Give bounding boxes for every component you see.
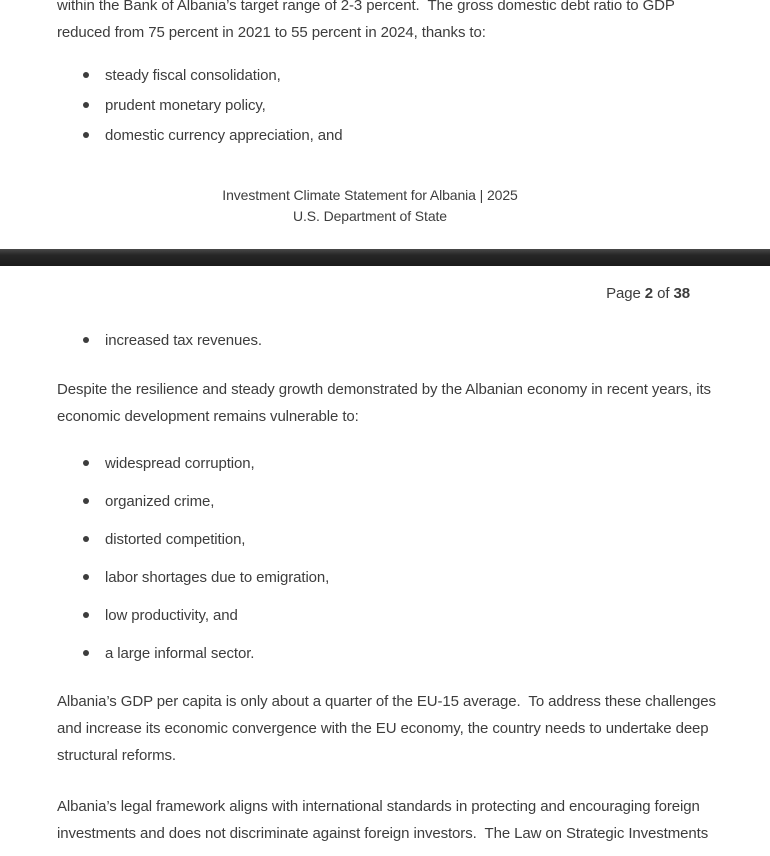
list-item-text: domestic currency appreciation, and bbox=[105, 127, 343, 144]
list-item bbox=[57, 450, 717, 477]
list-item-text: labor shortages due to emigration, bbox=[105, 569, 330, 586]
list-item bbox=[57, 122, 717, 149]
list-item-text: organized crime, bbox=[105, 493, 215, 510]
bullet-icon bbox=[83, 72, 89, 78]
paragraph-debt-ratio: within the Bank of Albania’s target range of 2-3 percent. The gross domestic debt ratio to GDP reduced from 75 percent in 2021 to 55 percent in 2024, thanks to: bbox=[57, 0, 679, 41]
list-item-text: steady fiscal consolidation, bbox=[105, 67, 281, 84]
list-item bbox=[57, 92, 717, 119]
bullet-icon bbox=[83, 498, 89, 504]
list-item bbox=[57, 602, 717, 629]
list-item-text: distorted competition, bbox=[105, 531, 246, 548]
bullet-icon bbox=[83, 337, 89, 343]
bullet-list-vulnerabilities bbox=[57, 450, 717, 678]
page-separator bbox=[0, 249, 770, 266]
list-item-text: low productivity, and bbox=[105, 607, 238, 624]
paragraph-gdp-per-capita: Albania’s GDP per capita is only about a quarter of the EU-15 average. To address these challenges and increase its economic convergence with the EU economy, the country needs to undertake deep structural reforms. bbox=[57, 693, 720, 764]
list-item bbox=[57, 488, 717, 515]
list-item-text: prudent monetary policy, bbox=[105, 97, 266, 114]
bullet-icon bbox=[83, 650, 89, 656]
bullet-icon bbox=[83, 574, 89, 580]
page-label-total: 38 bbox=[673, 285, 690, 302]
page-label-current: 2 bbox=[644, 285, 654, 302]
list-item bbox=[57, 62, 717, 89]
list-item-text: increased tax revenues. bbox=[105, 332, 262, 349]
page-number bbox=[57, 280, 690, 307]
list-item bbox=[57, 526, 717, 553]
bullet-icon bbox=[83, 102, 89, 108]
footer-document-title: Investment Climate Statement for Albania | 2025 bbox=[222, 187, 518, 203]
list-item-text: widespread corruption, bbox=[105, 455, 255, 472]
paragraph-vulnerabilities-intro: Despite the resilience and steady growth demonstrated by the Albanian economy in recent years, its economic development remains vulnerable to: bbox=[57, 381, 715, 425]
bullet-icon bbox=[83, 612, 89, 618]
bullet-icon bbox=[83, 460, 89, 466]
page-label-prefix: Page bbox=[606, 285, 645, 302]
bullet-list-tax-revenues bbox=[57, 327, 717, 354]
list-item bbox=[57, 327, 717, 354]
bullet-list-fiscal-factors bbox=[57, 62, 717, 152]
bullet-icon bbox=[83, 132, 89, 138]
list-item-text: a large informal sector. bbox=[105, 645, 255, 662]
footer-organization: U.S. Department of State bbox=[292, 208, 447, 224]
list-item bbox=[57, 640, 717, 667]
list-item bbox=[57, 564, 717, 591]
page-label-of: of bbox=[653, 285, 674, 302]
paragraph-legal-framework: Albania’s legal framework aligns with international standards in protecting and encouraging foreign investments and does not discriminate against foreign investors. The Law on Strategic Investments bbox=[57, 798, 709, 842]
bullet-icon bbox=[83, 536, 89, 542]
page-footer bbox=[0, 185, 740, 227]
